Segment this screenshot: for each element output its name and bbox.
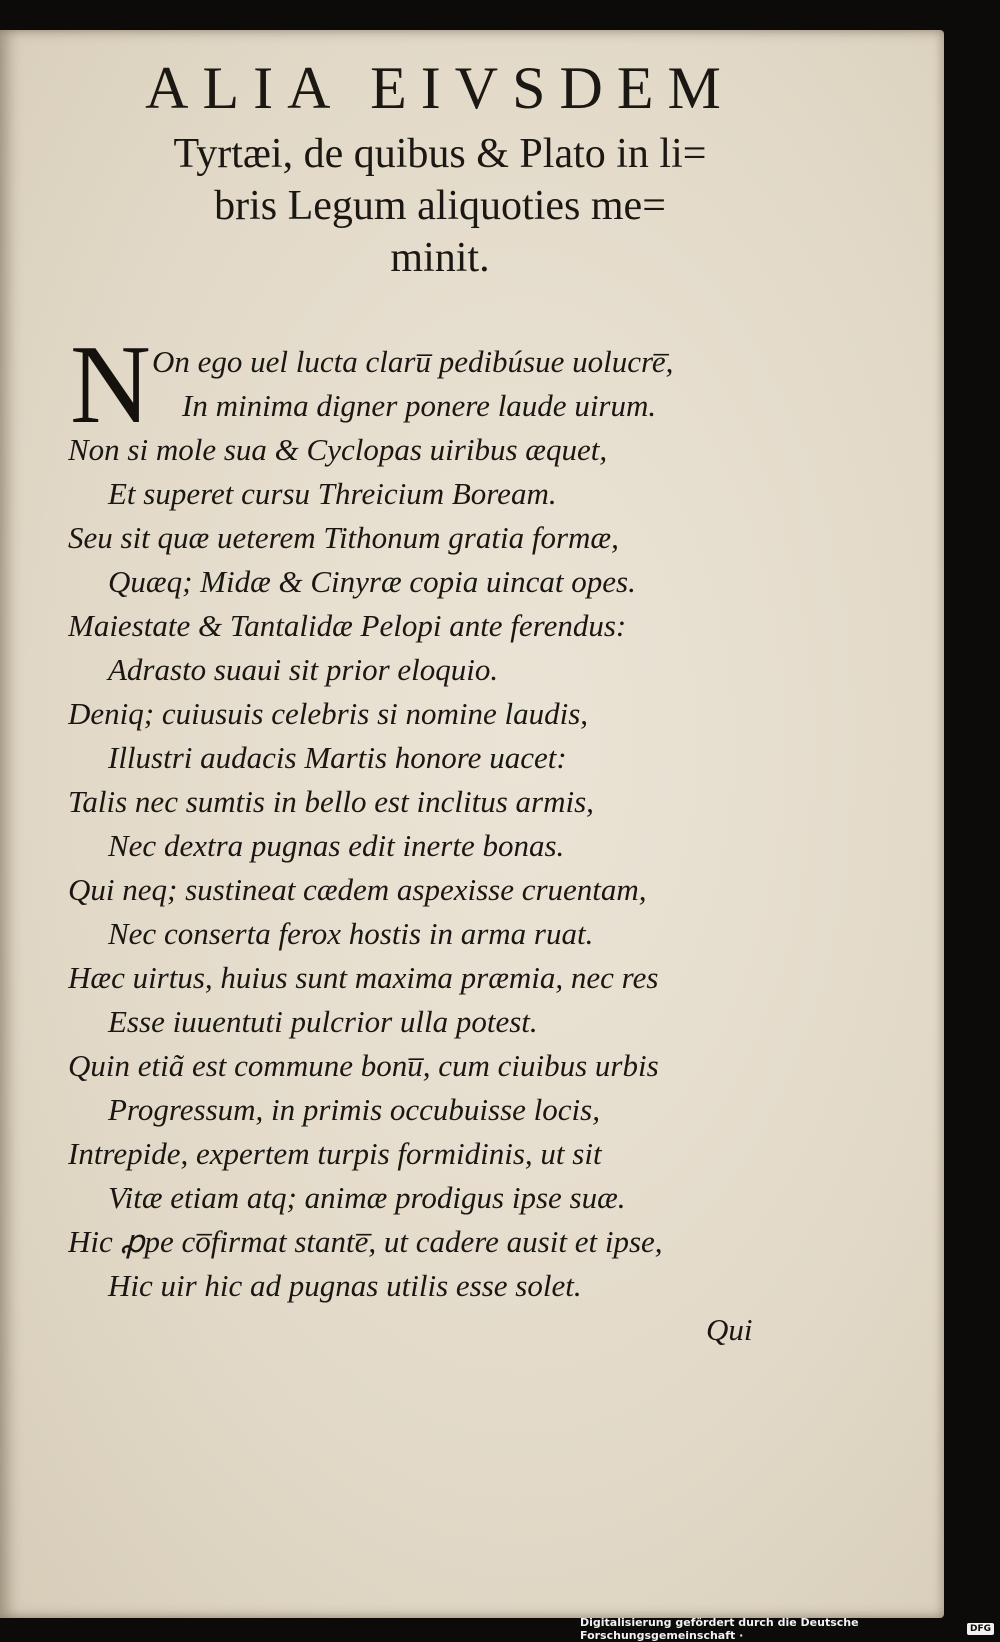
verse-line: Qui neq; sustineat cædem aspexisse cruentam, (68, 872, 647, 907)
catchword: Qui (706, 1312, 753, 1347)
heading-subtitle-line-1: Tyrtæi, de quibus & Plato in li= (173, 131, 707, 177)
verse-line: Quæq; Midæ & Cinyræ copia uincat opes. (108, 564, 636, 599)
verse-line: Seu sit quæ ueterem Tithonum gratia formæ, (68, 520, 619, 555)
verse-line: Hæc uirtus, huius sunt maxima præmia, nec res (68, 960, 659, 995)
verse-line: Nec conserta ferox hostis in arma ruat. (108, 916, 594, 951)
drop-capital: N (70, 323, 151, 447)
poem-body (68, 340, 788, 1308)
verse-line: Hic uir hic ad pugnas utilis esse solet. (108, 1268, 582, 1303)
verse-line: Adrasto suaui sit prior eloquio. (108, 652, 499, 687)
verse-line: Nec dextra pugnas edit inerte bonas. (108, 828, 565, 863)
verse-line: Maiestate & Tantalidæ Pelopi ante ferendus: (68, 608, 627, 643)
heading-subtitle-line-2: bris Legum aliquoties me= (214, 183, 666, 229)
verse-line: Et superet cursu Threicium Boream. (108, 476, 557, 511)
verse-line: Vitæ etiam atq; animæ prodigus ipse suæ. (108, 1180, 626, 1215)
digitization-credit-bar (580, 1618, 1000, 1640)
digitization-credit-text: Digitalisierung gefördert durch die Deutsche Forschungsgemeinschaft · (580, 1616, 859, 1642)
verse-line: Talis nec sumtis in bello est inclitus armis, (68, 784, 594, 819)
verse-line: Quin etiã est commune bonu̅, cum ciuibus urbis (68, 1048, 659, 1083)
heading-title: ALIA EIVSDEM (145, 55, 735, 121)
verse-line: Progressum, in primis occubuisse locis, (108, 1092, 600, 1127)
page-heading (70, 50, 810, 282)
verse-line: Esse iuuentuti pulcrior ulla potest. (108, 1004, 538, 1039)
verse-line: Non si mole sua & Cyclopas uiribus æquet, (68, 432, 608, 467)
verse-line: Intrepide, expertem turpis formidinis, ut sit (68, 1136, 602, 1171)
verse-line: Deniq; cuiusuis celebris si nomine laudis, (68, 696, 589, 731)
dfg-logo-icon: DFG (967, 1623, 994, 1635)
heading-subtitle-line-3: minit. (390, 235, 490, 281)
verse-line: Illustri audacis Martis honore uacet: (108, 740, 567, 775)
verse-line: In minima digner ponere laude uirum. (182, 388, 657, 423)
verse-line: On ego uel lucta claru̅ pedibúsue uolucre̅, (152, 344, 674, 379)
verse-line: Hic ꝓpe co̅firmat stante̅, ut cadere ausit et ipse, (68, 1224, 663, 1259)
